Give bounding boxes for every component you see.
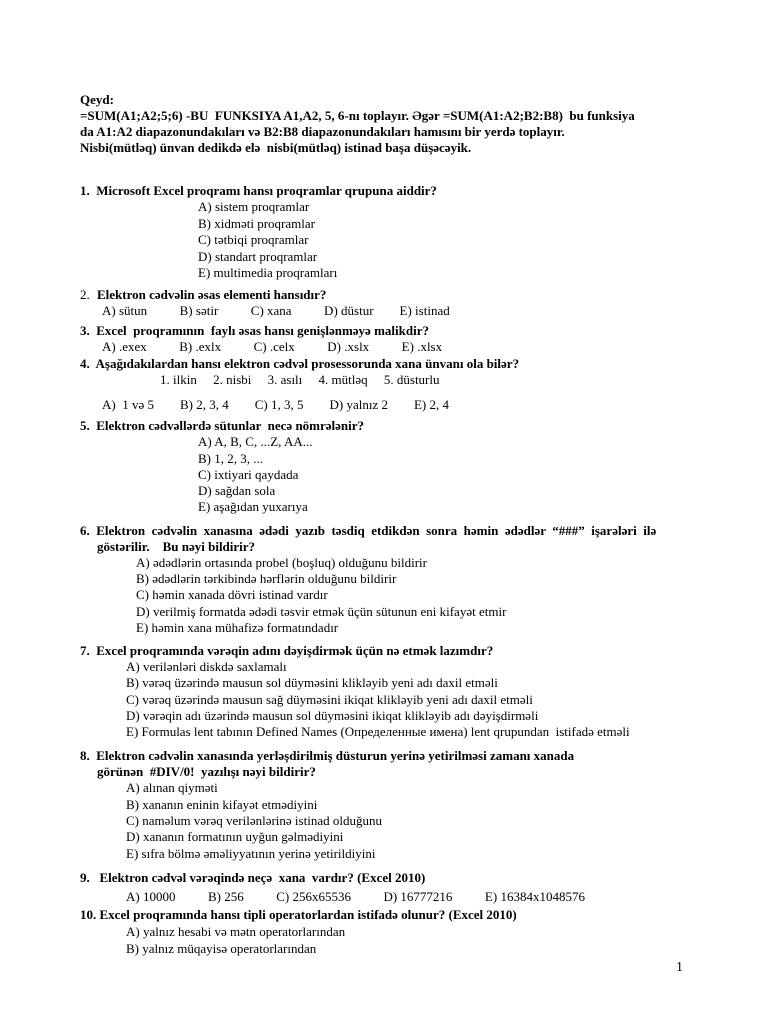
q1-option-d: D) standart proqramlar [198, 249, 318, 264]
q5-option-b: B) 1, 2, 3, ... [198, 451, 263, 466]
q7-option-a: A) verilənləri diskdə saxlamalı [126, 659, 287, 674]
q6-option-d: D) verilmiş formatda ədədi təsvir etmək üçün sütunun eni kifayət etmir [136, 604, 507, 619]
question-2: Elektron cədvəlin əsas elementi hansıdır? [97, 287, 327, 302]
question-9: 9. Elektron cədvəl vərəqində neçə xana vardır? (Excel 2010) [80, 870, 426, 885]
note-heading: Qeyd: [80, 92, 114, 107]
question-1: 1. Microsoft Excel proqramı hansı proqramlar qrupuna aiddir? [80, 183, 437, 198]
q7-option-d: D) vərəqin adı üzərində mausun sol düyməsini ikiqat klikləyib adı dəyişdirməli [126, 708, 539, 723]
q8-option-e: E) sıfra bölmə əməliyyatının yerinə yetirildiyini [126, 846, 376, 861]
note-line-2: da A1:A2 diapazonundakıları və B2:B8 diapazonundakıları hamısını bir yerdə toplayır. [80, 124, 565, 139]
note-line-1: =SUM(A1;A2;5;6) -BU FUNKSIYA A1,A2, 5, 6-nı toplayır. Əgər =SUM(A1:A2;B2:B8) bu funksiya [80, 108, 635, 123]
q2-options: A) sütun B) sətir C) xana D) düstur E) istinad [102, 303, 450, 318]
question-2-number: 2. [80, 287, 90, 302]
question-5: 5. Elektron cədvəllərdə sütunlar necə nömrələnir? [80, 418, 365, 433]
q8-option-b: B) xananın eninin kifayət etmədiyini [126, 797, 318, 812]
q6-option-e: E) həmin xana mühafizə formatındadır [136, 620, 339, 635]
q3-options: A) .exex B) .exlx C) .celx D) .xslx E) .xlsx [102, 339, 443, 354]
q4-items: 1. ilkin 2. nisbi 3. asılı 4. mütləq 5. düsturlu [160, 372, 440, 387]
q8-option-d: D) xananın formatının uyğun gəlmədiyini [126, 829, 344, 844]
q1-option-a: A) sistem proqramlar [198, 199, 310, 214]
question-4: 4. Aşağıdakılardan hansı elektron cədvəl prosessorunda xana ünvanı ola bilər? [80, 356, 520, 371]
q7-option-c: C) vərəq üzərində mausun sağ düyməsini ikiqat klikləyib yeni adı daxil etməli [126, 692, 533, 707]
question-10: 10. Excel proqramında hansı tipli operatorlardan istifadə olunur? (Excel 2010) [80, 907, 517, 922]
q10-option-b: B) yalnız müqayisə operatorlarından [126, 941, 317, 956]
question-6-line-2: göstərilir. Bu nəyi bildirir? [97, 539, 256, 554]
q5-option-e: E) aşağıdan yuxarıya [198, 499, 308, 514]
q5-option-a: A) A, B, C, ...Z, AA... [198, 434, 313, 449]
q8-option-c: C) naməlum vərəq verilənlərinə istinad olduğunu [126, 813, 382, 828]
q1-option-b: B) xidməti proqramlar [198, 216, 315, 231]
q7-option-e: E) Formulas lent tabının Defined Names (Определенные имена) lent qrupundan istifadə etməli [126, 724, 630, 739]
q1-option-e: E) multimedia proqramları [198, 265, 338, 280]
question-6-line-1: 6. Elektron cədvəlin xanasına ədədi yazıb təsdiq etdikdən sonra həmin ədədlər “###” işarələri ilə [80, 523, 657, 538]
question-7: 7. Excel proqramında vərəqin adını dəyişdirmək üçün nə etmək lazımdır? [80, 643, 494, 658]
q8-option-a: A) alınan qiyməti [126, 780, 218, 795]
question-8-line-2: görünən #DIV/0! yazılışı nəyi bildirir? [97, 764, 316, 779]
q7-option-b: B) vərəq üzərində mausun sol düyməsini klikləyib yeni adı daxil etməli [126, 675, 498, 690]
q5-option-c: C) ixtiyari qaydada [198, 467, 299, 482]
page-number: 1 [676, 960, 683, 975]
question-3: 3. Excel proqramının faylı əsas hansı genişlənməyə malikdir? [80, 323, 429, 338]
q1-option-c: C) tətbiqi proqramlar [198, 232, 309, 247]
q6-option-c: C) həmin xanada dövri istinad vardır [136, 587, 328, 602]
q10-option-a: A) yalnız hesabi və mətn operatorlarından [126, 924, 346, 939]
q5-option-d: D) sağdan sola [198, 483, 276, 498]
q9-options: A) 10000 B) 256 C) 256x65536 D) 16777216 E) 16384x1048576 [126, 889, 585, 904]
question-8-line-1: 8. Elektron cədvəlin xanasında yerləşdirilmiş düsturun yerinə yetirilməsi zamanı xanada [80, 748, 575, 763]
q4-options: A) 1 və 5 B) 2, 3, 4 C) 1, 3, 5 D) yalnız 2 E) 2, 4 [102, 397, 449, 412]
q6-option-b: B) ədədlərin tərkibində hərflərin olduğunu bildirir [136, 571, 397, 586]
q6-option-a: A) ədədlərin ortasında probel (boşluq) olduğunu bildirir [136, 555, 427, 570]
note-line-3: Nisbi(mütləq) ünvan dedikdə elə nisbi(mütləq) istinad başa düşəcəyik. [80, 140, 472, 155]
